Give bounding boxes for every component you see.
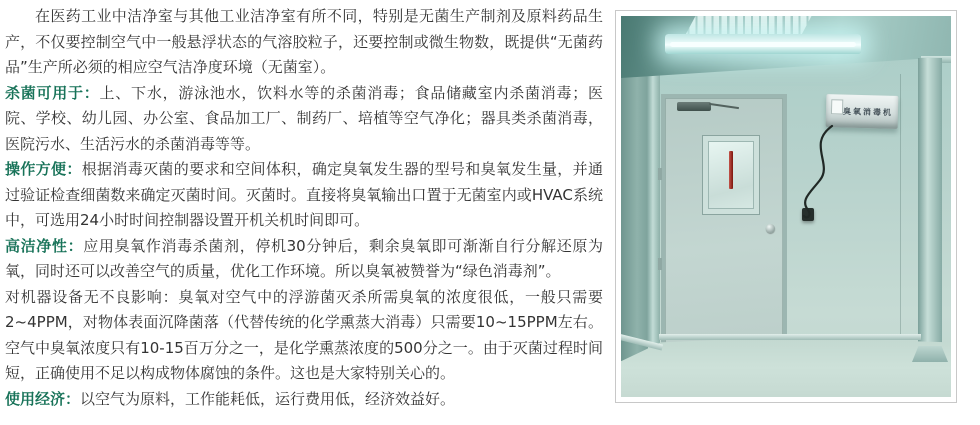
- paragraph-economy: [5, 387, 603, 413]
- wall-panel-seam: [900, 74, 901, 334]
- door-closer-arm: [709, 103, 739, 109]
- section-label: 高洁净性：: [5, 236, 84, 255]
- door-hinge: [658, 258, 662, 270]
- door-knob: [766, 224, 775, 233]
- section-text: 以空气为原料，工作能耗低，运行费用低，经济效益好。: [80, 389, 456, 408]
- corner-column: [918, 58, 942, 350]
- fluorescent-light: [665, 34, 861, 54]
- device-badge: [831, 99, 843, 114]
- paragraph-operation: [5, 157, 603, 234]
- article-text: [5, 4, 603, 412]
- section-label: 操作方便：: [5, 160, 82, 178]
- paragraph-intro: [5, 4, 603, 81]
- cleanroom-door: [661, 94, 787, 346]
- ozone-disinfector-unit: [826, 94, 899, 129]
- paragraph-cleanliness: [5, 234, 603, 285]
- paragraph-uses: [5, 81, 603, 158]
- cleanroom-photo-canvas: [621, 16, 951, 397]
- device-label: 臭氧消毒机: [842, 106, 894, 117]
- red-handle-through-window: [729, 151, 733, 189]
- cleanroom-photo: [615, 10, 957, 403]
- paragraph-no-damage: [5, 285, 603, 387]
- skirting-strip: [659, 334, 921, 340]
- wall-corner-trim: [647, 44, 660, 344]
- door-window: [703, 136, 759, 214]
- section-label: 杀菌可用于：: [5, 83, 100, 102]
- section-text: 上、下水，游泳池水，饮料水等的杀菌消毒；食品储藏室内杀菌消毒；医院、学校、幼儿园、办公室、食品加工厂、制药厂、培植等空气净化；器具类杀菌消毒，医院污水、生活污水的杀菌消毒等等。: [5, 83, 603, 153]
- power-outlet: [802, 208, 814, 221]
- section-text: 根据消毒灭菌的要求和空间体积，确定臭氧发生器的型号和臭氧发生量，并通过验证检查细菌数来确定灭菌时间。灭菌时。直接将臭氧输出口置于无菌室内或HVAC系统中，可选用24小时时间控制器设置开机关机时间即可。: [5, 160, 603, 229]
- door-hinge: [658, 168, 662, 180]
- section-text: 对机器设备无不良影响：臭氧对空气中的浮游菌灭杀所需臭氧的浓度很低，一般只需要2~4PPM，对物体表面沉降菌落（代替传统的化学熏蒸大消毒）只需要10~15PPM左右。空气中臭氧浓度只有10-15百万分之一，是化学熏蒸浓度的500分之一。由于灭菌过程时间短，正确使用不足以构成物体腐蚀的条件。这也是大家特别关心的。: [5, 287, 603, 382]
- door-closer: [677, 102, 711, 111]
- section-text: 应用臭氧作消毒杀菌剂，停机30分钟后，剩余臭氧即可渐渐自行分解还原为氧，同时还可以改善空气的质量，优化工作环境。所以臭氧被赞誉为“绿色消毒剂”。: [5, 236, 603, 280]
- section-label: 使用经济：: [5, 389, 81, 408]
- section-text: 在医药工业中洁净室与其他工业洁净室有所不同，特别是无菌生产制剂及原料药品生产，不仅要控制空气中一般悬浮状态的气溶胶粒子，还要控制或微生物数，既提供“无菌药品”生产所必须的相应空气洁净度环境（无菌室）。: [5, 7, 603, 76]
